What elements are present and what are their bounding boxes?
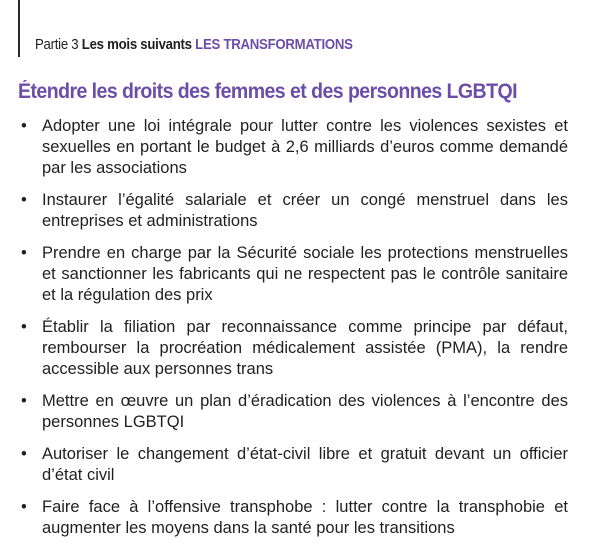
list-item — [18, 116, 568, 179]
bullet-icon: • — [21, 498, 27, 516]
bullet-icon: • — [21, 191, 27, 209]
page-title: Étendre les droits des femmes et des personnes LGBTQI — [18, 80, 517, 103]
list-item — [18, 190, 568, 232]
header-theme: LES TRANSFORMATIONS — [195, 36, 353, 53]
measures-list — [18, 116, 568, 550]
list-item-text: Instaurer l’égalité salariale et créer un congé menstruel dans les entreprises et administrations — [42, 191, 568, 230]
list-item — [18, 243, 568, 306]
list-item-text: Mettre en œuvre un plan d’éradication des violences à l’encontre des personnes LGBTQI — [42, 392, 568, 431]
bullet-icon: • — [21, 392, 27, 410]
bullet-icon: • — [21, 445, 27, 463]
header-part: Partie 3 — [35, 36, 79, 53]
list-item-text: Adopter une loi intégrale pour lutter contre les violences sexistes et sexuelles en portant le budget à 2,6 milliards d’euros comme demandé par les associations — [42, 117, 568, 177]
list-item — [18, 444, 568, 486]
running-header — [35, 36, 353, 53]
header-section: Les mois suivants — [81, 36, 192, 53]
list-item — [18, 391, 568, 433]
list-item — [18, 497, 568, 539]
bullet-icon: • — [21, 244, 27, 262]
list-item-text: Autoriser le changement d’état-civil libre et gratuit devant un officier d’état civil — [42, 445, 568, 484]
list-item-text: Établir la filiation par reconnaissance comme principe par défaut, rembourser la procréation médicalement assistée (PMA), la rendre accessible aux personnes trans — [42, 318, 568, 378]
bullet-icon: • — [21, 318, 27, 336]
left-margin-rule — [18, 0, 20, 57]
bullet-icon: • — [21, 117, 27, 135]
list-item-text: Faire face à l’offensive transphobe : lutter contre la transphobie et augmenter les moyens dans la santé pour les transitions — [42, 498, 568, 537]
list-item-text: Prendre en charge par la Sécurité sociale les protections menstruelles et sanctionner les fabricants qui ne respectent pas le contrôle sanitaire et la régulation des prix — [42, 244, 568, 304]
list-item — [18, 317, 568, 380]
